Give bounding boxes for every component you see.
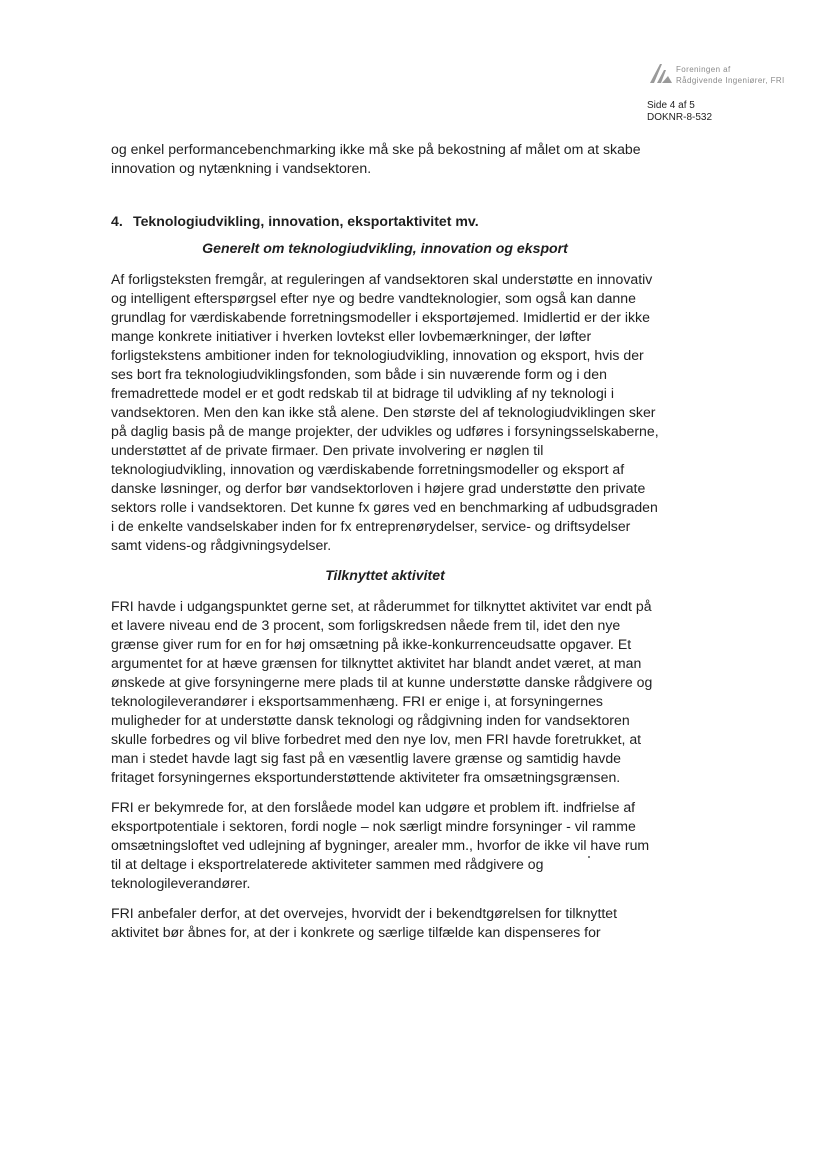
section-heading [111, 212, 659, 231]
section-number: 4. [111, 213, 123, 229]
section-title: Teknologiudvikling, innovation, eksportaktivitet mv. [133, 213, 479, 229]
document-meta [647, 100, 712, 124]
subsection-heading: Tilknyttet aktivitet [325, 567, 445, 583]
subsection-heading: Generelt om teknologiudvikling, innovation og eksport [202, 240, 568, 256]
fri-logo-icon [648, 62, 674, 84]
fri-logo [648, 60, 788, 96]
body-paragraph: FRI anbefaler derfor, at det overvejes, hvorvidt der i bekendtgørelsen for tilknyttet aktivitet bør åbnes for, at der i konkrete og særlige tilfælde kan dispenseres for [111, 905, 618, 940]
logo-line-2: Rådgivende Ingeniører, FRI [676, 76, 785, 85]
scan-speck [588, 856, 590, 858]
body-paragraph: FRI havde i udgangspunktet gerne set, at råderummet for tilknyttet aktivitet var endt på et lavere niveau end de 3 procent, som forligskredsen nåede frem til, idet den nye grænse giver rum for en for høj omsætning på ikke-konkurrenceudsatte opgaver. Et argumentet for at hæve grænsen for tilknyttet aktivitet har blandt andet været, at man ønskede at give forsyningerne mere plads til at kunne understøtte danske rådgivere og teknologileverandører i eksportsammenhæng. FRI er enige i, at forsyningernes muligheder for at understøtte dansk teknologi og rådgivning inden for vandsektoren skulle forbedres og vil blive forbedret med den nye lov, men FRI havde foretrukket, at man i stedet havde lagt sig fast på en væsentlig lavere grænse og samtidig havde fritaget forsyningernes eksportunderstøttende aktiviteter fra omsætningsgrænsen. [111, 598, 653, 785]
body-paragraph: FRI er bekymrede for, at den forslåede model kan udgøre et problem ift. indfrielse af eksportpotentiale i sektoren, fordi nogle – nok særligt mindre forsyninger - vil ramme omsætningsloftet ved udlejning af bygninger, arealer mm., hvorfor de ikke vil have rum til at deltage i eksportrelaterede aktiviteter sammen med rådgivere og teknologileverandører. [111, 799, 650, 891]
logo-line-1: Foreningen af [676, 65, 731, 74]
logo-text [676, 64, 788, 86]
document-body [111, 140, 659, 953]
body-paragraph: Af forligsteksten fremgår, at reguleringen af vandsektoren skal understøtte en innovativ og intelligent efterspørgsel efter nye og bedre vandteknologier, som også kan danne grundlag for værdiskabende forretningsmodeller i eksportøjemed. Imidlertid er der ikke mange konkrete initiativer i hverken lovtekst eller lovbemærkninger, der løfter forligstekstens ambitioner inden for teknologiudvikling, innovation og eksport, hvis der ses bort fra teknologiudviklingsfonden, som både i sin nuværende form og i den fremadrettede model er et godt redskab til at bidrage til udvikling af ny teknologi i vandsektoren. Men den kan ikke stå alene. Den største del af teknologiudviklingen sker på daglig basis på de mange projekter, der udvikles og udføres i forsyningsselskaberne, understøttet af de private firmaer. Den private involvering er nøglen til teknologiudvikling, innovation og værdiskabende forretningsmodeller og eksport af danske løsninger, og derfor bør vandsektorloven i højere grad understøtte den private sektors rolle i vandsektoren. Det kunne fx gøres ved en benchmarking af udbudsgraden i de enkelte vandselskaber inden for fx entreprenørydelser, service- og driftsydelser samt videns-og rådgivningsydelser. [111, 271, 659, 553]
document-number: DOKNR-8-532 [647, 112, 713, 123]
page-number: Side 4 af 5 [647, 100, 695, 111]
intro-paragraph: og enkel performancebenchmarking ikke må ske på bekostning af målet om at skabe innovation og nytænkning i vandsektoren. [111, 141, 641, 176]
